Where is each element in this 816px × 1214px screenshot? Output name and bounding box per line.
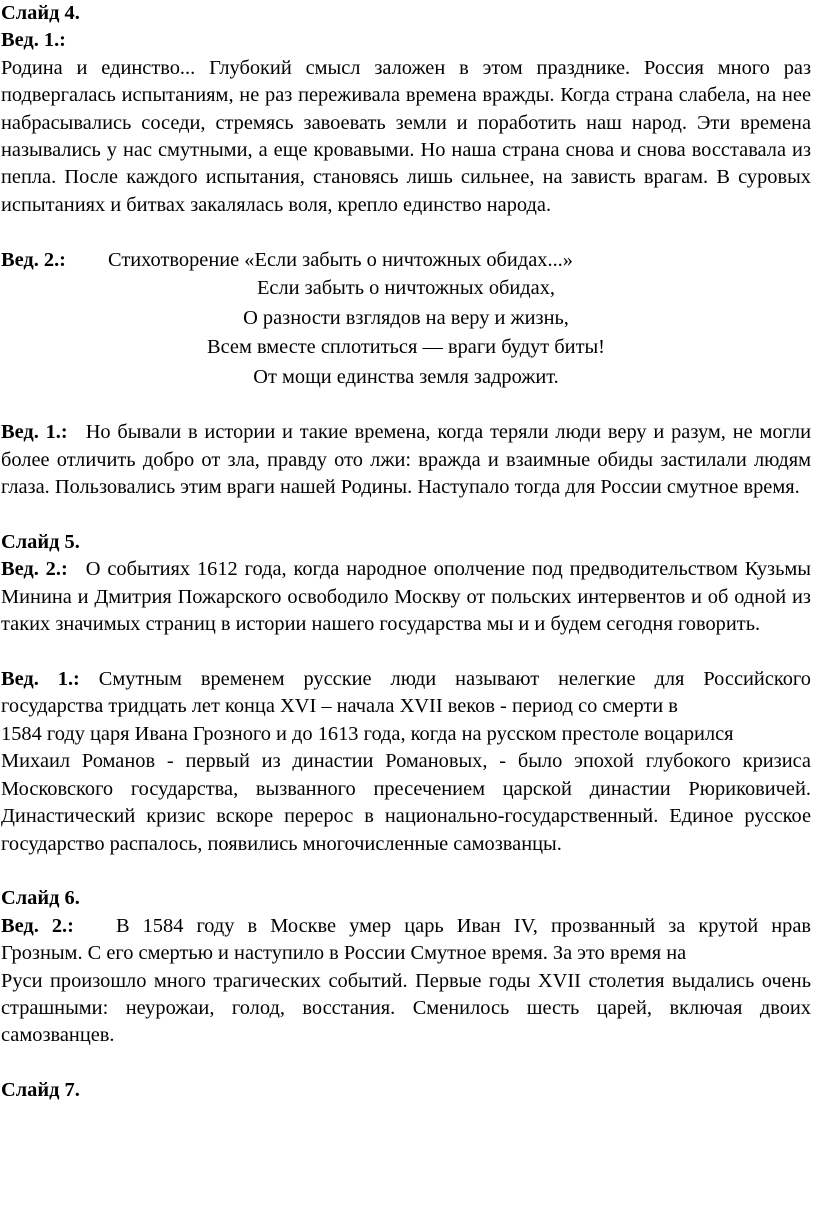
slide-5-line-1: Смутным временем русские люди называют нелегкие для Российского xyxy=(98,668,811,691)
slide-5-title: Слайд 5. xyxy=(1,531,80,554)
slide-4-speaker-3: Вед. 1.: xyxy=(1,421,68,444)
slide-4-speaker-1: Вед. 1.: xyxy=(1,29,66,52)
slide-5-paragraph-1-text: О событиях 1612 года, когда народное ополчение под предводительством Кузьмы Минина и Дмитрия Пожарского освободило Москву от польских интервентов и об одной из таких значимых страниц в истории нашего государства мы и и будем сегодня говорить. xyxy=(1,558,812,636)
slide-6-line-1: В 1584 году в Москве умер царь Иван IV, прозванный за крутой нрав xyxy=(115,914,811,937)
slide-5-paragraph-1 xyxy=(1,556,811,638)
spacer xyxy=(1,502,811,529)
slide-6-paragraph-1-rest: Руси произошло много трагических событий. Первые годы XVII столетия выдались очень страшными: неурожаи, голод, восстания. Сменилось шесть царей, включая двоих самозванцев. xyxy=(1,969,811,1047)
poem-line: От мощи единства земля задрожит. xyxy=(253,365,559,388)
slide-5-paragraph-2-line-1 xyxy=(1,666,811,693)
spacer xyxy=(1,639,811,666)
slide-7-title: Слайд 7. xyxy=(1,1079,80,1102)
spacer xyxy=(1,392,811,419)
slide-5-paragraph-2-line-2: государства тридцать лет конца XVI – начала XVII веков - период со смерти в xyxy=(1,695,678,718)
slide-6-paragraph-1-line-1 xyxy=(1,913,811,940)
slide-6-speaker-1: Вед. 2.: xyxy=(1,914,74,937)
slide-4-paragraph-3-text: Но бывали в истории и такие времена, когда теряли люди веру и разум, не могли более отличить добро от зла, правду ото лжи: вражда и взаимные обиды застилали людям глаза. Пользовались этим враги нашей Родины. Наступало тогда для России смутное время. xyxy=(1,421,811,499)
spacer xyxy=(1,219,811,246)
slide-4-title: Слайд 4. xyxy=(1,2,80,24)
spacer xyxy=(1,858,811,885)
poem-line: Если забыть о ничтожных обидах, xyxy=(256,277,556,300)
slide-4-paragraph-3 xyxy=(1,419,811,501)
slide-5-paragraph-2-line-3: 1584 году царя Ивана Грозного и до 1613 года, когда на русском престоле воцарился xyxy=(1,722,734,745)
slide-6-title: Слайд 6. xyxy=(1,887,80,910)
poem-line: Всем вместе сплотиться — враги будут биты! xyxy=(207,336,605,359)
slide-4-poem-title: Стихотворение «Если забыть о ничтожных обидах...» xyxy=(107,248,573,271)
slide-4-paragraph-2 xyxy=(1,247,811,274)
slide-4-paragraph-1: Родина и единство... Глубокий смысл заложен в этом празднике. Россия много раз подвергалась испытаниям, не раз переживала времена вражды. Когда страна слабела, на нее набрасывались соседи, стремясь завоевать земли и поработить наш народ. Эти времена назывались у нас смутными, а еще кровавыми. Но наша страна снова и снова восставала из пепла. После каждого испытания, становясь лишь сильнее, на зависть врагам. В суровых испытаниях и битвах закалялась воля, крепло единство народа. xyxy=(1,56,811,216)
slide-6-paragraph-1-line-2: Грозным. С его смертью и наступило в России Смутное время. За это время на xyxy=(1,942,687,965)
slide-5-speaker-1: Вед. 2.: xyxy=(1,558,68,581)
poem-line: О разности взглядов на веру и жизнь, xyxy=(243,306,569,329)
slide-5-speaker-2: Вед. 1.: xyxy=(1,668,80,691)
slide-5-paragraph-2-rest: Михаил Романов - первый из династии Романовых, - было эпохой глубокого кризиса Московского государства, вызванного пресечением царской династии Рюриковичей. Династический кризис вскоре перерос в национально-государственный. Единое русское государство распалось, появились многочисленные самозванцы. xyxy=(1,750,811,855)
slide-4-speaker-2: Вед. 2.: xyxy=(1,248,66,271)
spacer xyxy=(1,1050,811,1077)
